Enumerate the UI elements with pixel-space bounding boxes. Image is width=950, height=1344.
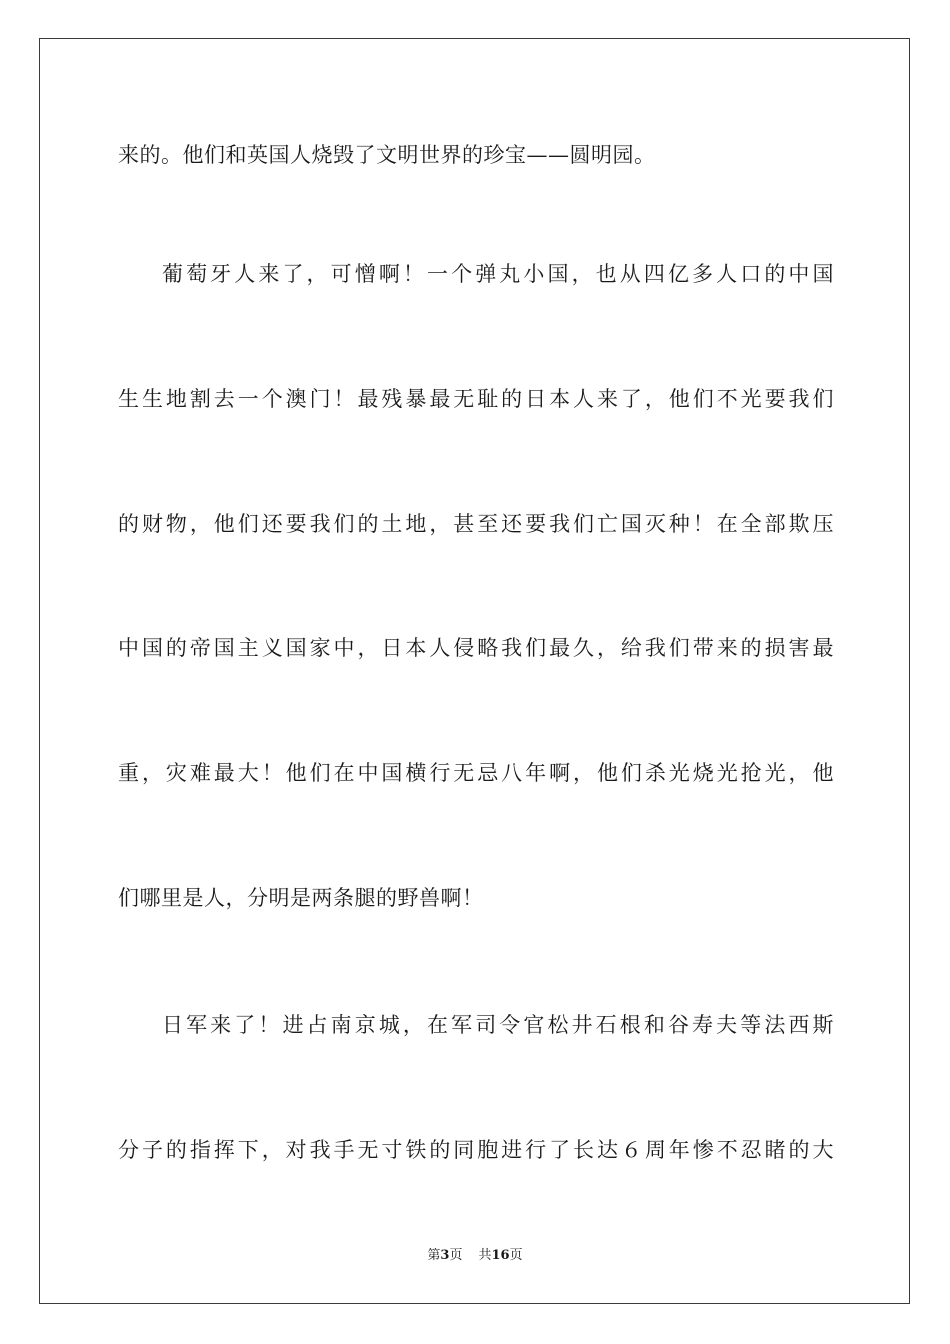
text-line-2: 葡萄牙人来了，可憎啊！一个弹丸小国，也从四亿多人口的中国 bbox=[162, 262, 834, 286]
text-line-9: 分子的指挥下，对我手无寸铁的同胞进行了长达６周年惨不忍睹的大 bbox=[118, 1138, 834, 1162]
text-line-1: 来的。他们和英国人烧毁了文明世界的珍宝——圆明园。 bbox=[118, 143, 656, 167]
page-suffix: 页 bbox=[449, 1248, 463, 1263]
page-number: 3 bbox=[440, 1248, 450, 1263]
total-prefix: 共 bbox=[478, 1248, 492, 1263]
text-line-6: 重，灾难最大！他们在中国横行无忌八年啊，他们杀光烧光抢光，他 bbox=[118, 761, 834, 785]
text-line-5: 中国的帝国主义国家中，日本人侵略我们最久，给我们带来的损害最 bbox=[118, 636, 834, 660]
text-line-7: 们哪里是人，分明是两条腿的野兽啊！ bbox=[118, 886, 484, 910]
total-pages: 16 bbox=[491, 1248, 510, 1263]
page-footer bbox=[0, 1247, 950, 1265]
text-line-4: 的财物，他们还要我们的土地，甚至还要我们亡国灭种！在全部欺压 bbox=[118, 512, 834, 536]
total-suffix: 页 bbox=[509, 1248, 523, 1263]
page-border bbox=[39, 38, 910, 1304]
text-line-3: 生生地割去一个澳门！最残暴最无耻的日本人来了，他们不光要我们 bbox=[118, 387, 834, 411]
page-prefix: 第 bbox=[427, 1248, 441, 1263]
text-line-8: 日军来了！进占南京城，在军司令官松井石根和谷寿夫等法西斯 bbox=[162, 1013, 834, 1037]
